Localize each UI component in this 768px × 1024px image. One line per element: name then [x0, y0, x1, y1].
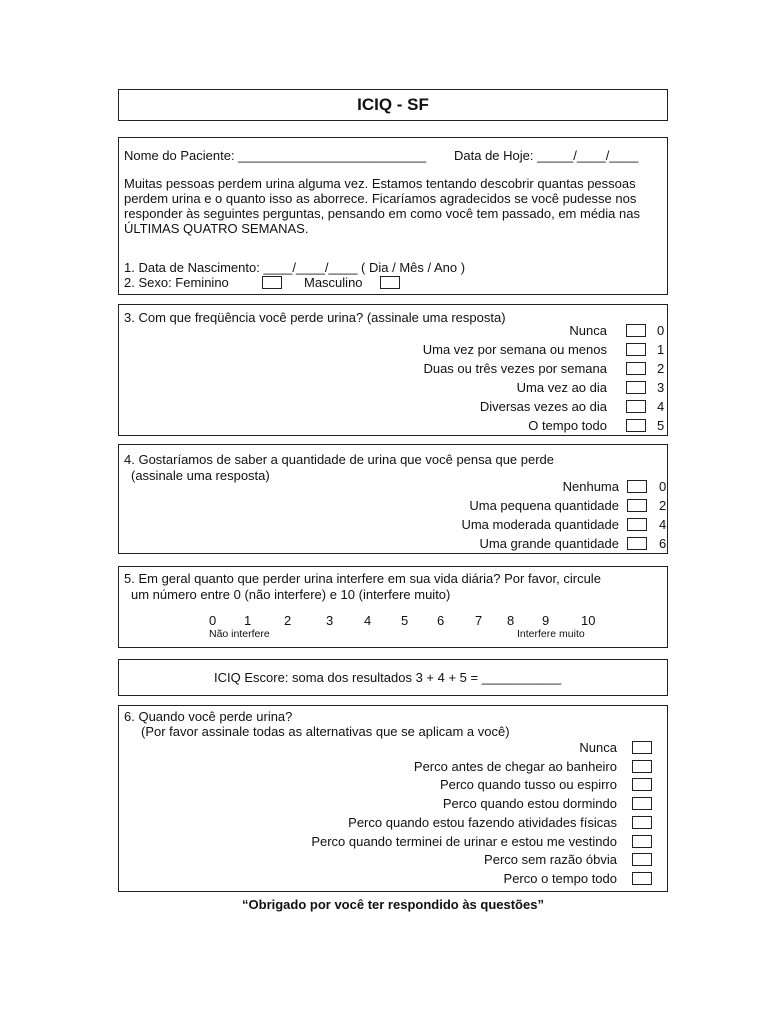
question-5-text: 5. Em geral quanto que perder urina interfere em sua vida diária? Por favor, circule [124, 571, 601, 586]
patient-section [118, 137, 668, 295]
option-checkbox[interactable] [632, 741, 652, 754]
option-checkbox[interactable] [632, 872, 652, 885]
option-label: O tempo todo [528, 418, 607, 433]
option-checkbox[interactable] [632, 797, 652, 810]
question-5-section [118, 566, 668, 648]
score-field[interactable]: ICIQ Escore: soma dos resultados 3 + 4 + 5 = ___________ [214, 670, 562, 685]
question-4-section [118, 444, 668, 554]
thank-you-note: “Obrigado por você ter respondido às questões” [242, 897, 544, 912]
option-checkbox[interactable] [627, 537, 647, 550]
scale-number[interactable]: 6 [437, 613, 445, 628]
option-label: Nunca [569, 323, 607, 338]
option-checkbox[interactable] [626, 419, 646, 432]
option-score: 3 [657, 380, 665, 395]
option-checkbox[interactable] [626, 343, 646, 356]
option-label: Uma moderada quantidade [461, 517, 619, 532]
option-score: 0 [657, 323, 665, 338]
option-checkbox[interactable] [632, 760, 652, 773]
scale-number[interactable]: 3 [326, 613, 334, 628]
option-score: 2 [657, 361, 665, 376]
question-6-text: 6. Quando você perde urina? [124, 709, 293, 724]
question-6-subtext: (Por favor assinale todas as alternativas que se aplicam a você) [141, 724, 510, 739]
score-section [118, 659, 668, 696]
scale-number[interactable]: 2 [284, 613, 292, 628]
birth-date-field[interactable]: 1. Data de Nascimento: ____/____/____ ( Dia / Mês / Ano ) [124, 260, 466, 275]
option-checkbox[interactable] [627, 499, 647, 512]
option-label: Perco antes de chegar ao banheiro [413, 758, 617, 774]
option-checkbox[interactable] [626, 400, 646, 413]
title-box [118, 89, 668, 121]
option-label: Duas ou três vezes por semana [423, 361, 607, 376]
question-3-section [118, 304, 668, 436]
scale-number[interactable]: 9 [542, 613, 550, 628]
option-label: Uma pequena quantidade [469, 498, 619, 513]
question-4-subtext: (assinale uma resposta) [131, 468, 270, 483]
scale-high-label: Interfere muito [517, 628, 585, 640]
option-checkbox[interactable] [627, 518, 647, 531]
option-label: Perco sem razão óbvia [484, 852, 617, 868]
option-score: 2 [659, 498, 667, 513]
option-score: 6 [659, 536, 667, 551]
option-checkbox[interactable] [632, 835, 652, 848]
scale-number[interactable]: 5 [401, 613, 409, 628]
checkbox-female[interactable] [262, 276, 282, 289]
form-title: ICIQ - SF [357, 95, 429, 114]
question-4-text: 4. Gostaríamos de saber a quantidade de urina que você pensa que perde [124, 452, 555, 467]
option-score: 4 [657, 399, 665, 414]
option-label: Perco quando estou dormindo [442, 796, 617, 812]
option-score: 1 [657, 342, 665, 357]
option-label: Nunca [579, 740, 617, 755]
scale-number[interactable]: 10 [581, 613, 596, 628]
option-checkbox[interactable] [632, 816, 652, 829]
scale-number[interactable]: 7 [475, 613, 483, 628]
option-checkbox[interactable] [626, 362, 646, 375]
option-score: 5 [657, 418, 665, 433]
sex-label: 2. Sexo: Feminino [124, 275, 229, 290]
option-label: Perco quando estou fazendo atividades físicas [348, 814, 617, 830]
scale-number[interactable]: 8 [507, 613, 515, 628]
option-label: Uma grande quantidade [479, 536, 619, 551]
patient-name-field[interactable]: Nome do Paciente: __________________________ [124, 148, 427, 163]
today-date-field[interactable]: Data de Hoje: _____/____/____ [454, 148, 639, 163]
option-score: 4 [659, 517, 667, 532]
question-3-text: 3. Com que freqüência você perde urina? (assinale uma resposta) [124, 310, 506, 325]
question-5-subtext: um número entre 0 (não interfere) e 10 (interfere muito) [131, 587, 451, 602]
option-checkbox[interactable] [626, 324, 646, 337]
checkbox-male[interactable] [380, 276, 400, 289]
scale-number[interactable]: 0 [209, 613, 217, 628]
option-label: Diversas vezes ao dia [479, 399, 607, 414]
option-checkbox[interactable] [626, 381, 646, 394]
option-label: Perco quando terminei de urinar e estou me vestindo [311, 833, 617, 849]
male-label: Masculino [304, 275, 363, 290]
intro-text: Muitas pessoas perdem urina alguma vez. Estamos tentando descobrir quantas pessoas perdem urina e o quanto isso as aborrece. Ficaríamos agradecidos se você pudesse nos responder às seguintes perguntas, pensando em como você tem passado, em média nas ÚLTIMAS QUATRO SEMANAS. [124, 176, 640, 236]
option-checkbox[interactable] [632, 853, 652, 866]
question-6-section [118, 705, 668, 892]
option-label: Perco quando tusso ou espirro [439, 777, 617, 793]
option-label: Perco o tempo todo [503, 870, 617, 886]
option-checkbox[interactable] [632, 778, 652, 791]
scale-low-label: Não interfere [209, 628, 270, 640]
option-label: Nenhuma [562, 479, 619, 494]
scale-number[interactable]: 4 [364, 613, 372, 628]
scale-number[interactable]: 1 [244, 613, 252, 628]
option-score: 0 [659, 479, 667, 494]
option-label: Uma vez ao dia [516, 380, 607, 395]
option-checkbox[interactable] [627, 480, 647, 493]
option-label: Uma vez por semana ou menos [422, 342, 607, 357]
